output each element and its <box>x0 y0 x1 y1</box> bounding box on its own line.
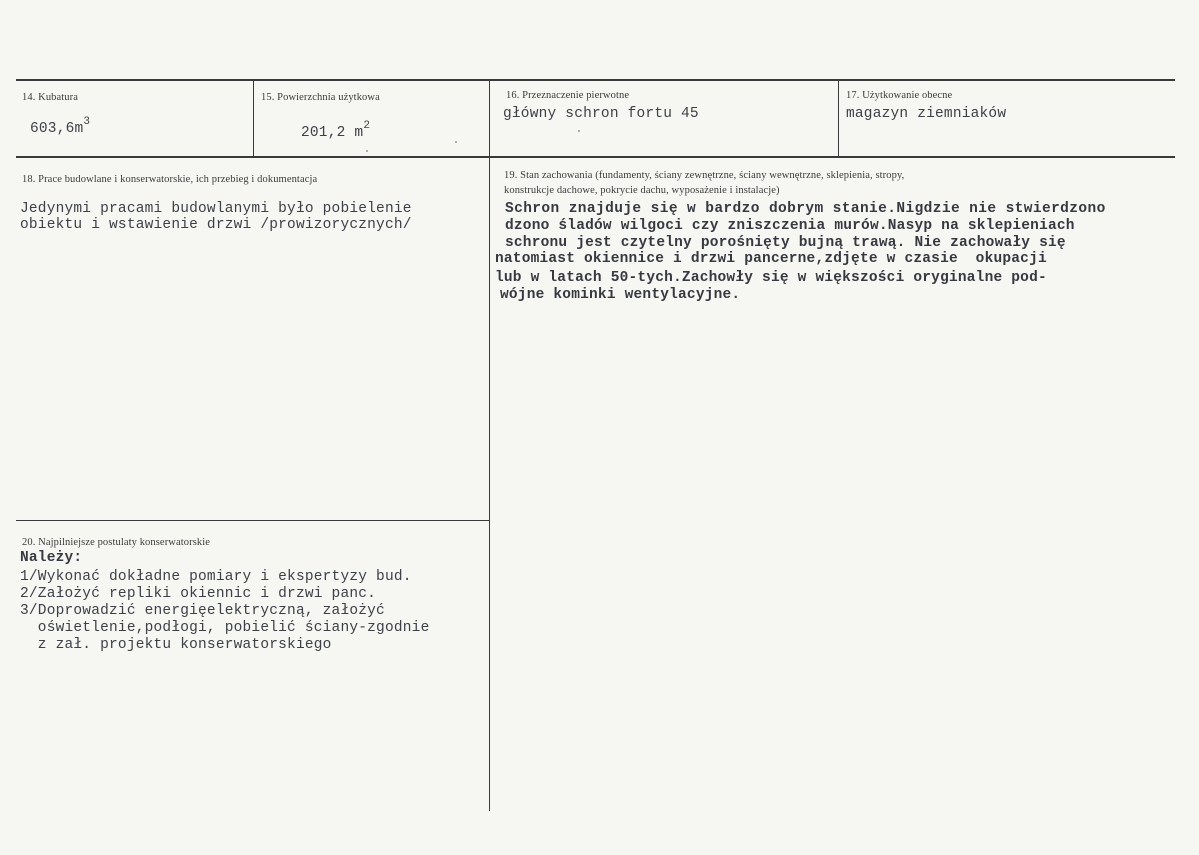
powierzchnia-number: 201,2 m <box>301 125 364 141</box>
postulaty-line-5: oświetlenie,podłogi, pobielić ściany-zgodnie <box>20 620 430 636</box>
kubatura-label: 14. Kubatura <box>22 92 79 103</box>
powierzchnia-value <box>301 120 371 143</box>
stan-line-5: lub w latach 50-tych.Zachowły się w większości oryginalne pod- <box>495 270 1047 286</box>
postulaty-line-1: Należy: <box>20 550 83 566</box>
uzytkowanie-value: magazyn ziemniaków <box>846 106 1007 122</box>
postulaty-label: 20. Najpilniejsze postulaty konserwatorskie <box>22 537 211 548</box>
col-divider-3 <box>838 80 839 157</box>
prace-label: 18. Prace budowlane i konserwatorskie, ich przebieg i dokumentacja <box>22 174 318 185</box>
prace-line-2: obiektu i wstawienie drzwi /prowizorycznych/ <box>20 217 412 233</box>
kubatura-unit-exponent: 3 <box>83 116 91 128</box>
uzytkowanie-label: 17. Użytkowanie obecne <box>846 90 953 101</box>
col-divider-2 <box>489 80 490 811</box>
postulaty-line-6: z zał. projektu konserwatorskiego <box>20 637 332 653</box>
row-divider <box>16 156 1175 158</box>
stan-line-1: Schron znajduje się w bardzo dobrym stanie.Nigdzie nie stwierdzono <box>505 201 1106 217</box>
kubatura-value <box>30 116 91 139</box>
stan-line-3: schronu jest czytelny porośnięty bujną trawą. Nie zachowały się <box>505 235 1066 251</box>
powierzchnia-label: 15. Powierzchnia użytkowa <box>261 92 380 103</box>
col-divider-1 <box>253 80 254 157</box>
left-section-divider <box>16 520 490 521</box>
stan-label-line-1: 19. Stan zachowania (fundamenty, ściany zewnętrzne, ściany wewnętrzne, sklepienia, stropy, <box>504 170 905 181</box>
postulaty-line-4: 3/Doprowadzić energięelektryczną, założyć <box>20 603 385 619</box>
paper-speck <box>366 150 368 152</box>
stan-label-line-2: konstrukcje dachowe, pokrycie dachu, wyposażenie i instalacje) <box>504 185 780 196</box>
stan-line-2: dzono śladów wilgoci czy zniszczenia murów.Nasyp na sklepieniach <box>505 218 1075 234</box>
paper-speck <box>455 141 457 143</box>
top-rule <box>16 79 1175 81</box>
stan-line-6: wójne kominki wentylacyjne. <box>500 287 741 303</box>
powierzchnia-unit-exponent: 2 <box>363 120 371 132</box>
stan-line-4: natomiast okiennice i drzwi pancerne,zdjęte w czasie okupacji <box>495 251 1047 267</box>
kubatura-number: 603,6m <box>30 121 84 137</box>
postulaty-line-2: 1/Wykonać dokładne pomiary i ekspertyzy bud. <box>20 569 412 585</box>
postulaty-line-3: 2/Założyć repliki okiennic i drzwi panc. <box>20 586 377 602</box>
paper-speck <box>578 130 580 132</box>
przeznaczenie-value: główny schron fortu 45 <box>503 106 699 122</box>
przeznaczenie-label: 16. Przeznaczenie pierwotne <box>506 90 630 101</box>
prace-line-1: Jedynymi pracami budowlanymi było pobielenie <box>20 201 412 217</box>
